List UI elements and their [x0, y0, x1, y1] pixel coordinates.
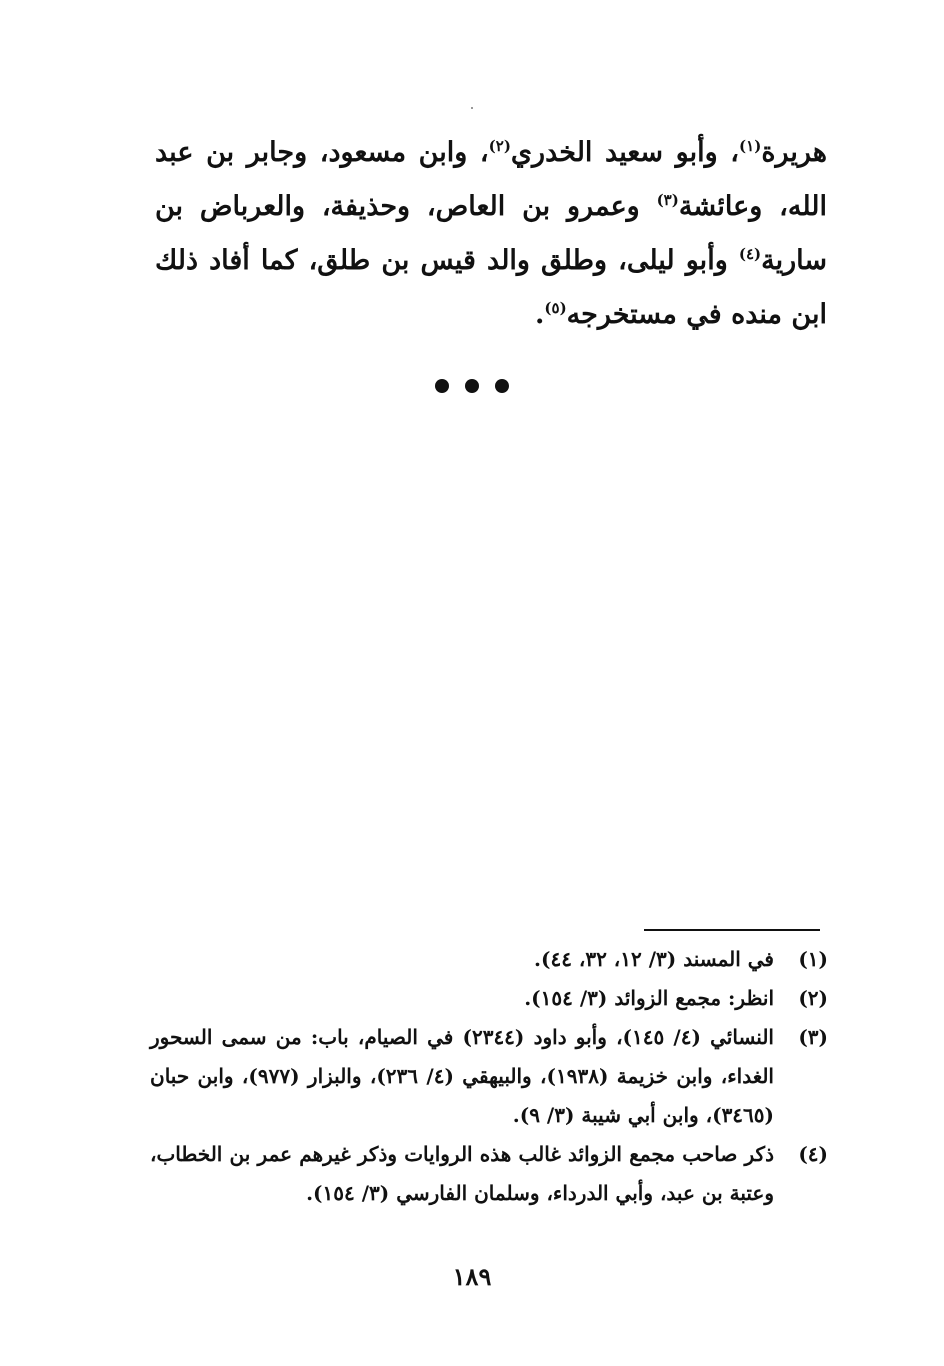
footnote-3 [150, 1018, 828, 1135]
footnote-text: ذكر صاحب مجمع الزوائد غالب هذه الروايات وذكر غيرهم عمر بن الخطاب، وعتبة بن عبد، وأبي الدرداء، وسلمان الفارسي (٣/ ١٥٤). [150, 1142, 774, 1205]
text-segment: وعائشة [678, 191, 763, 222]
text-segment: ، وأبو سعيد الخدري [510, 137, 740, 168]
text-segment: ، وابن مسعود، وجابر بن عبد الله، [155, 137, 827, 222]
text-segment: مستخرجه [566, 299, 677, 330]
footnote-ref-2: (٢) [488, 137, 511, 155]
separator-dot [435, 379, 449, 393]
scan-speck [471, 107, 473, 109]
footnote-number: (٤) [798, 1142, 828, 1166]
text-segment: وأبو ليلى، وطلق والد قيس بن طلق، كما أفاد ذلك ابن منده في [155, 245, 827, 330]
footnote-text: في المسند (٣/ ١٢، ٣٢، ٤٤). [534, 947, 774, 971]
footnote-text: النسائي (٤/ ١٤٥)، وأبو داود (٢٣٤٤) في الصيام، باب: من سمى السحور الغداء، وابن خزيمة (١٩٣٨)، والبيهقي (٤/ ٢٣٦)، والبزار (٩٧٧)، وابن حبان (٣٤٦٥)، وابن أبي شيبة (٣/ ٩). [150, 1025, 774, 1127]
footnote-4 [150, 1135, 828, 1213]
text-segment: هريرة [761, 137, 828, 168]
footnote-number: (٣) [798, 1025, 828, 1049]
footnote-ref-4: (٤) [738, 245, 762, 263]
footnote-number: (٢) [798, 986, 828, 1010]
footnote-ref-3: (٣) [656, 191, 679, 209]
footnote-ref-5: (٥) [544, 299, 567, 317]
footnote-2 [150, 979, 828, 1018]
footnotes [150, 940, 828, 1213]
text-segment: وعمرو بن العاص، وحذيفة، والعرباض بن سارية [155, 191, 827, 276]
page-number: ١٨٩ [452, 1262, 492, 1291]
separator-dot [495, 379, 509, 393]
footnote-text: انظر: مجمع الزوائد (٣/ ١٥٤). [524, 986, 774, 1010]
main-text [155, 126, 827, 342]
text-segment: . [534, 299, 545, 330]
footnote-rule [644, 929, 820, 931]
separator-dot [465, 379, 479, 393]
footnote-1 [150, 940, 828, 979]
footnote-ref-1: (١) [739, 137, 762, 155]
section-separator [0, 378, 944, 397]
footnote-number: (١) [798, 947, 828, 971]
